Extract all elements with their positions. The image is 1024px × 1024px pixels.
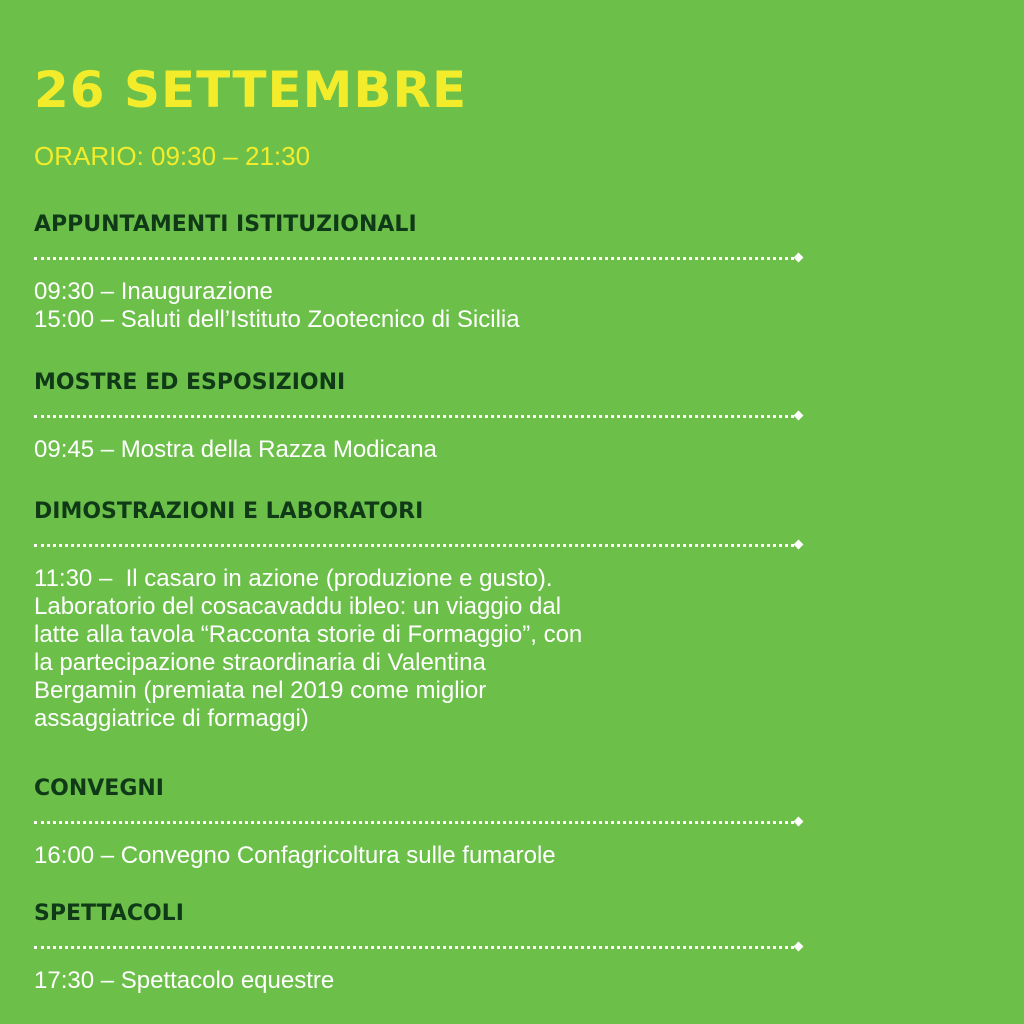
diamond-icon <box>794 942 804 952</box>
diamond-icon <box>794 540 804 550</box>
list-item: assaggiatrice di formaggi) <box>34 705 309 732</box>
list-item: 11:30 – Il casaro in azione (produzione e gusto). <box>34 565 553 592</box>
opening-hours: ORARIO: 09:30 – 21:30 <box>34 141 311 171</box>
list-item: 15:00 – Saluti dell’Istituto Zootecnico di Sicilia <box>34 306 520 333</box>
section-mostre-ed-esposizioni <box>34 368 804 464</box>
divider-dots <box>34 821 794 824</box>
list-item: 17:30 – Spettacolo equestre <box>34 967 335 994</box>
section-heading: MOSTRE ED ESPOSIZIONI <box>34 370 346 395</box>
section-heading: DIMOSTRAZIONI E LABORATORI <box>34 499 424 524</box>
diamond-icon <box>794 253 804 263</box>
page-title: 26 SETTEMBRE <box>34 61 468 119</box>
dotted-divider <box>34 411 804 421</box>
dotted-divider <box>34 942 804 952</box>
divider-dots <box>34 946 794 949</box>
list-item: latte alla tavola “Racconta storie di Formaggio”, con <box>34 621 583 648</box>
event-program <box>34 0 814 1024</box>
divider-dots <box>34 544 794 547</box>
diamond-icon <box>794 817 804 827</box>
entry-list <box>34 278 804 334</box>
divider-dots <box>34 257 794 260</box>
diamond-icon <box>794 411 804 421</box>
entry-list <box>34 967 804 995</box>
list-item: 09:30 – Inaugurazione <box>34 278 273 305</box>
section-heading: APPUNTAMENTI ISTITUZIONALI <box>34 212 417 237</box>
dotted-divider <box>34 817 804 827</box>
section-dimostrazioni-e-laboratori <box>34 497 804 733</box>
divider-dots <box>34 415 794 418</box>
section-convegni <box>34 774 804 870</box>
entry-list <box>34 565 804 733</box>
entry-list <box>34 842 804 870</box>
list-item: 09:45 – Mostra della Razza Modicana <box>34 436 437 463</box>
section-heading: SPETTACOLI <box>34 901 184 926</box>
section-appuntamenti-istituzionali <box>34 210 804 334</box>
list-item: Laboratorio del cosacavaddu ibleo: un viaggio dal <box>34 593 562 620</box>
list-item: 16:00 – Convegno Confagricoltura sulle fumarole <box>34 842 556 869</box>
list-item: Bergamin (premiata nel 2019 come miglior <box>34 677 487 704</box>
dotted-divider <box>34 540 804 550</box>
section-heading: CONVEGNI <box>34 776 164 801</box>
entry-list <box>34 436 804 464</box>
section-spettacoli <box>34 899 804 995</box>
dotted-divider <box>34 253 804 263</box>
list-item: la partecipazione straordinaria di Valentina <box>34 649 486 676</box>
